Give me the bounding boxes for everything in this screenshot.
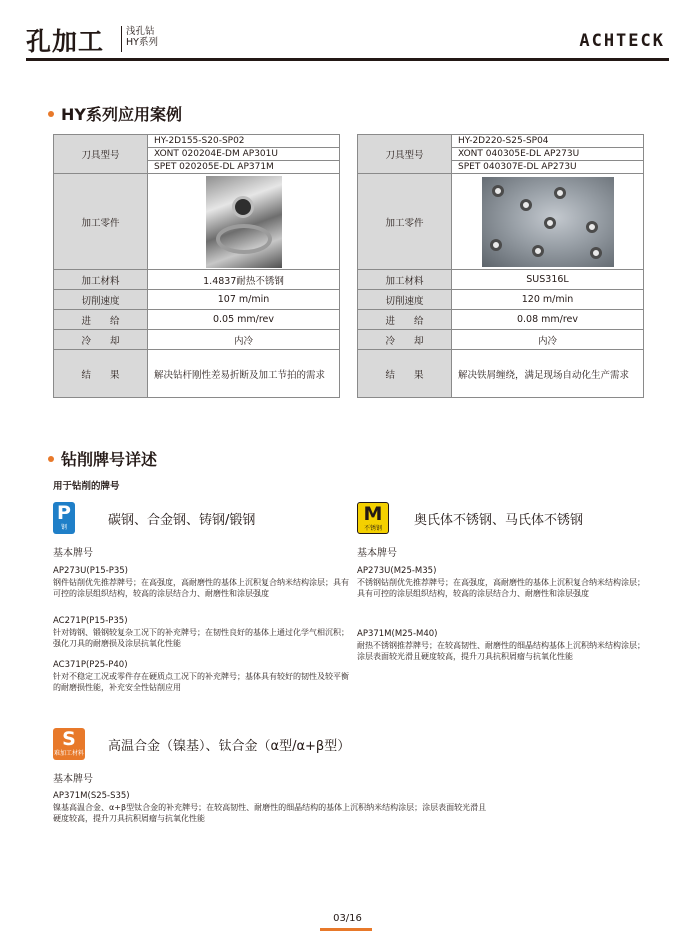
photo-ring	[216, 224, 272, 254]
grade-m-material: 奥氏体不锈钢、马氏体不锈钢	[414, 513, 584, 528]
grade-description: 针对不稳定工况或零件存在硬质点工况下的补充牌号；基体具有较好的韧性及较平衡的耐磨损性能，补充安全性钻削应用	[53, 672, 349, 692]
steel-p-badge-icon	[53, 502, 75, 534]
label-material: 加工材料	[54, 270, 148, 290]
label-coolant: 冷 却	[358, 330, 452, 350]
bullet-dot-icon	[48, 111, 54, 117]
section-heading-grades	[48, 447, 157, 470]
section-heading-grades-text: 钻削牌号详述	[61, 450, 158, 469]
part-photo	[206, 176, 282, 268]
tool-model-holder: HY-2D220-S25-SP04	[452, 135, 644, 148]
grade-code: AP371M(S25-S35)	[53, 791, 130, 801]
photo-hole	[544, 217, 556, 229]
case-table-left	[53, 134, 340, 398]
label-part: 加工零件	[358, 174, 452, 270]
tool-model-insert-2: SPET 040307E-DL AP273U	[452, 161, 644, 174]
grade-code: AP371M(M25-M40)	[357, 629, 438, 639]
photo-hole	[490, 239, 502, 251]
page-number-bar	[320, 928, 372, 931]
bullet-dot-icon	[48, 456, 54, 462]
photo-hole	[554, 187, 566, 199]
header-rule	[26, 58, 669, 61]
value-feed: 0.08 mm/rev	[452, 310, 644, 330]
badge-letter: P	[57, 502, 71, 524]
value-speed: 107 m/min	[148, 290, 340, 310]
header-subtitle-line2: HY系列	[126, 36, 158, 48]
value-speed: 120 m/min	[452, 290, 644, 310]
value-feed: 0.05 mm/rev	[148, 310, 340, 330]
photo-hole	[232, 196, 254, 218]
case-table-right	[357, 134, 644, 398]
grade-m-basic-label: 基本牌号	[357, 548, 397, 559]
grade-m-entry	[357, 566, 649, 599]
badge-text: 钢	[60, 524, 67, 531]
grades-subtitle: 用于钻削的牌号	[53, 481, 120, 492]
badge-letter: S	[62, 728, 76, 750]
grade-description: 针对铸钢、锻钢较复杂工况下的补充牌号；在韧性良好的基体上通过化学气相沉积；强化刀具的耐磨损及涂层抗氧化性能	[53, 628, 349, 648]
tool-model-insert-1: XONT 020204E-DM AP301U	[148, 148, 340, 161]
grade-p-basic-label: 基本牌号	[53, 548, 93, 559]
photo-hole	[520, 199, 532, 211]
grade-p-entry	[53, 566, 349, 599]
value-material: 1.4837耐热不锈钢	[148, 270, 340, 290]
label-speed: 切削速度	[54, 290, 148, 310]
header-subtitle	[126, 27, 158, 48]
page-number: 03/16	[333, 913, 362, 924]
section-heading-cases	[48, 102, 182, 125]
photo-hole	[492, 185, 504, 197]
value-coolant: 内冷	[452, 330, 644, 350]
grade-code: AP273U(P15-P35)	[53, 566, 128, 576]
value-coolant: 内冷	[148, 330, 340, 350]
grade-code: AC271P(P15-P35)	[53, 616, 128, 626]
grade-s-material: 高温合金（镍基）、钛合金（α型/α+β型）	[108, 739, 351, 754]
label-material: 加工材料	[358, 270, 452, 290]
photo-hole	[532, 245, 544, 257]
badge-letter: M	[363, 503, 383, 525]
grade-description: 钢件钻削优先推荐牌号；在高强度，高耐磨性的基体上沉积复合纳米结构涂层；具有可控的涂层组织结构，较高的涂层结合力、耐磨性和涂层强度	[53, 578, 349, 598]
label-tool-model: 刀具型号	[358, 135, 452, 174]
tool-model-insert-2: SPET 020205E-DL AP371M	[148, 161, 340, 174]
tool-model-insert-1: XONT 040305E-DL AP273U	[452, 148, 644, 161]
grade-description: 耐热不锈钢推荐牌号；在较高韧性、耐磨性的细晶结构基体上沉积纳米结构涂层；涂层表面较光滑且硬度较高，提升刀具抗积屑瘤与抗氧化性能	[357, 641, 645, 661]
brand-logo: ACHTECK	[579, 31, 665, 51]
value-result: 解决铁屑缠绕，满足现场自动化生产需求	[452, 350, 644, 398]
grade-p-entry	[53, 660, 349, 693]
tool-model-holder: HY-2D155-S20-SP02	[148, 135, 340, 148]
header-subtitle-line1: 浅孔钻	[126, 26, 155, 37]
label-speed: 切削速度	[358, 290, 452, 310]
photo-hole	[590, 247, 602, 259]
section-heading-cases-text: HY系列应用案例	[61, 105, 182, 124]
photo-hole	[586, 221, 598, 233]
badge-text: 不锈钢	[363, 525, 382, 532]
label-coolant: 冷 却	[54, 330, 148, 350]
label-tool-model: 刀具型号	[54, 135, 148, 174]
label-result: 结 果	[54, 350, 148, 398]
grade-p-material: 碳钢、合金钢、铸钢/锻钢	[108, 513, 256, 528]
badge-text: 难加工材料	[53, 750, 84, 757]
grade-code: AC371P(P25-P40)	[53, 660, 128, 670]
part-photo-cell	[452, 174, 644, 270]
label-feed: 进 给	[54, 310, 148, 330]
page-title: 孔加工	[26, 27, 105, 56]
label-feed: 进 给	[358, 310, 452, 330]
grade-code: AP273U(M25-M35)	[357, 566, 437, 576]
label-result: 结 果	[358, 350, 452, 398]
part-photo	[482, 177, 614, 267]
title-divider	[121, 26, 122, 52]
part-photo-cell	[148, 174, 340, 270]
grade-p-entry	[53, 616, 349, 649]
stainless-m-badge-icon	[357, 502, 389, 534]
value-result: 解决钻杆刚性差易折断及加工节拍的需求	[148, 350, 340, 398]
grade-description: 不锈钢钻削优先推荐牌号；在高强度，高耐磨性的基体上沉积复合纳米结构涂层；具有可控的涂层组织结构，较高的涂层结合力、耐磨性和涂层强度	[357, 578, 645, 598]
value-material: SUS316L	[452, 270, 644, 290]
grade-s-basic-label: 基本牌号	[53, 774, 93, 785]
difficult-material-s-badge-icon	[53, 728, 85, 760]
grade-description: 镍基高温合金、α+β型钛合金的补充牌号；在较高韧性、耐磨性的细晶结构的基体上沉积纳米结构涂层；涂层表面较光滑且硬度较高，提升刀具抗积屑瘤与抗氧化性能	[53, 803, 487, 823]
grade-m-entry	[357, 629, 649, 662]
grade-s-entry	[53, 791, 493, 824]
label-part: 加工零件	[54, 174, 148, 270]
